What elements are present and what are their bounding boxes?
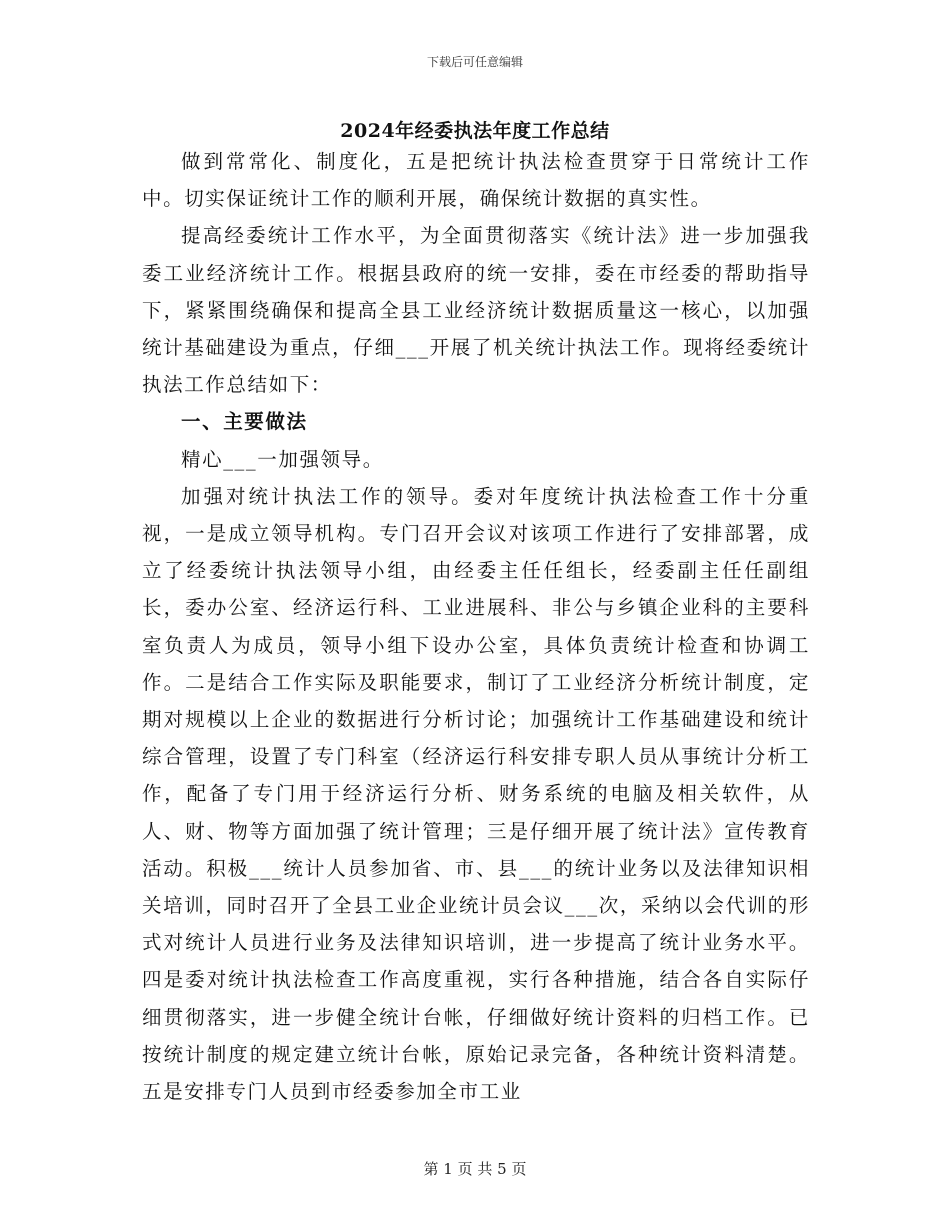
page-number-footer: 第 1 页 共 5 页 <box>423 1160 527 1178</box>
paragraph-overview: 提高经委统计工作水平，为全面贯彻落实《统计法》进一步加强我委工业经济统计工作。根据县政府的统一安排，委在市经委的帮助指导下，紧紧围绕确保和提高全县工业经济统计数据质量这一核心，以加强统计基础建设为重点，仔细___开展了机关统计执法工作。现将经委统计执法工作总结如下： <box>142 224 810 397</box>
page-header-note: 下载后可任意编辑 <box>426 55 523 69</box>
paragraph-leadership: 加强对统计执法工作的领导。委对年度统计执法检查工作十分重视，一是成立领导机构。专门召开会议对该项工作进行了安排部署，成立了经委统计执法领导小组，由经委主任任组长，经委副主任任副组长，委办公室、经济运行科、工业进展科、非公与乡镇企业科的主要科室负责人为成员，领导小组下设办公室，具体负责统计检查和协调工作。二是结合工作实际及职能要求，制订了工业经济分析统计制度，定期对规模以上企业的数据进行分析讨论；加强统计工作基础建设和统计综合管理，设置了专门科室（经济运行科安排专职人员从事统计分析工作，配备了专门用于经济运行分析、财务系统的电脑及相关软件，从人、财、物等方面加强了统计管理；三是仔细开展了统计法》宣传教育活动。积极___统计人员参加省、市、县___的统计业务以及法律知识相关培训，同时召开了全县工业企业统计员会议___次，采纳以会代训的形式对统计人员进行业务及法律知识培训，进一步提高了统计业务水平。四是委对统计执法检查工作高度重视，实行各种措施，结合各自实际仔细贯彻落实，进一步健全统计台帐，仔细做好统计资料的归档工作。已按统计制度的规定建立统计台帐，原始记录完备，各种统计资料清楚。五是安排专门人员到市经委参加全市工业 <box>142 484 810 1104</box>
section-heading-main-practices: 一、主要做法 <box>181 410 308 434</box>
paragraph-subheading: 精心___一加强领导。 <box>181 447 384 471</box>
document-body <box>142 143 810 1110</box>
document-title: 2024年经委执法年度工作总结 <box>340 120 610 142</box>
paragraph-intro-continuation: 做到常常化、制度化，五是把统计执法检查贯穿于日常统计工作中。切实保证统计工作的顺利开展，确保统计数据的真实性。 <box>142 150 810 211</box>
